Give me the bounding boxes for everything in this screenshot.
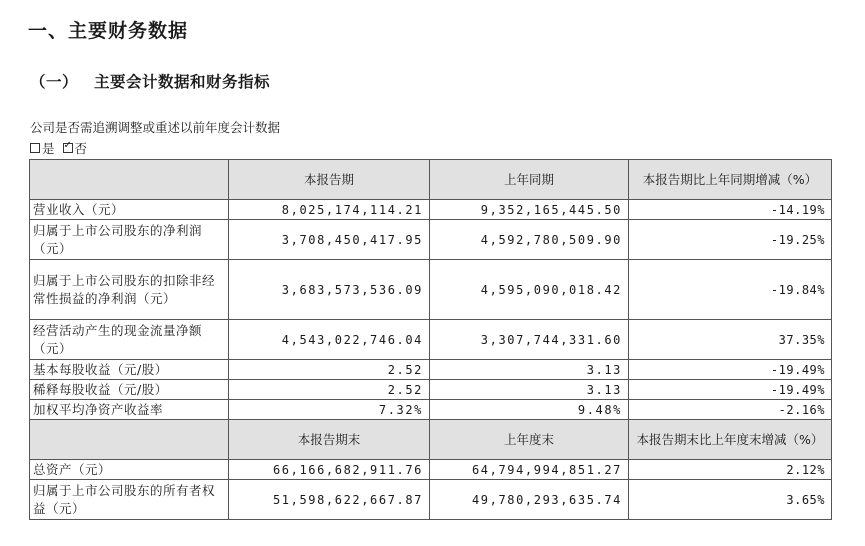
current-value: 66,166,682,911.76 (229, 460, 430, 480)
header-period-change: 本报告期比上年同期增减（%） (629, 160, 832, 200)
prior-value: 3,307,744,331.60 (430, 320, 629, 360)
row-label: 稀释每股收益（元/股） (30, 380, 229, 400)
table-row (30, 220, 832, 260)
prior-value: 4,592,780,509.90 (430, 220, 629, 260)
row-label: 归属于上市公司股东的所有者权益（元） (30, 480, 229, 520)
checkbox-yes[interactable] (30, 143, 40, 153)
table-row (30, 360, 832, 380)
change-value: 3.65% (629, 480, 832, 520)
header-year-end-change: 本报告期末比上年度末增减（%） (629, 420, 832, 460)
header-current-period: 本报告期 (229, 160, 430, 200)
table-header-row (30, 420, 832, 460)
current-value: 3,683,573,536.09 (229, 260, 430, 320)
prior-value: 4,595,090,018.42 (430, 260, 629, 320)
change-value: -19.49% (629, 380, 832, 400)
row-label: 经营活动产生的现金流量净额（元） (30, 320, 229, 360)
table-row (30, 400, 832, 420)
current-value: 51,598,622,667.87 (229, 480, 430, 520)
change-value: -14.19% (629, 200, 832, 220)
current-value: 4,543,022,746.04 (229, 320, 430, 360)
table-header-row (30, 160, 832, 200)
change-value: 2.12% (629, 460, 832, 480)
change-value: -2.16% (629, 400, 832, 420)
prior-value: 3.13 (430, 360, 629, 380)
row-label: 基本每股收益（元/股） (30, 360, 229, 380)
table-row (30, 460, 832, 480)
header-period-end: 本报告期末 (229, 420, 430, 460)
table-row (30, 380, 832, 400)
current-value: 3,708,450,417.95 (229, 220, 430, 260)
change-value: -19.84% (629, 260, 832, 320)
subsection-number: （一） (30, 73, 79, 91)
row-label: 营业收入（元） (30, 200, 229, 220)
current-value: 2.52 (229, 380, 430, 400)
table-row (30, 260, 832, 320)
change-value: -19.49% (629, 360, 832, 380)
header-prior-year-end: 上年度末 (430, 420, 629, 460)
financial-data-table (29, 159, 832, 520)
row-label: 总资产（元） (30, 460, 229, 480)
prior-value: 9.48% (430, 400, 629, 420)
current-value: 7.32% (229, 400, 430, 420)
checkbox-no-label: 否 (74, 141, 88, 156)
header-blank-cell (30, 420, 229, 460)
header-prior-period: 上年同期 (430, 160, 629, 200)
table-row (30, 480, 832, 520)
checkbox-yes-label: 是 (42, 141, 55, 156)
table-row (30, 200, 832, 220)
prior-value: 49,780,293,635.74 (430, 480, 629, 520)
row-label: 加权平均净资产收益率 (30, 400, 229, 420)
prior-value: 3.13 (430, 380, 629, 400)
change-value: -19.25% (629, 220, 832, 260)
subsection-heading (30, 70, 270, 92)
current-value: 8,025,174,114.21 (229, 200, 430, 220)
row-label: 归属于上市公司股东的净利润（元） (30, 220, 229, 260)
subsection-title: 主要会计数据和财务指标 (94, 73, 271, 91)
header-blank-cell (30, 160, 229, 200)
prior-value: 9,352,165,445.50 (430, 200, 629, 220)
section-heading: 一、主要财务数据 (28, 20, 189, 42)
restatement-question: 公司是否需追溯调整或重述以前年度会计数据 (30, 120, 281, 135)
prior-value: 64,794,994,851.27 (430, 460, 629, 480)
change-value: 37.35% (629, 320, 832, 360)
restatement-options (30, 139, 95, 157)
checkbox-no[interactable] (63, 143, 73, 153)
row-label: 归属于上市公司股东的扣除非经常性损益的净利润（元） (30, 260, 229, 320)
current-value: 2.52 (229, 360, 430, 380)
table-row (30, 320, 832, 360)
